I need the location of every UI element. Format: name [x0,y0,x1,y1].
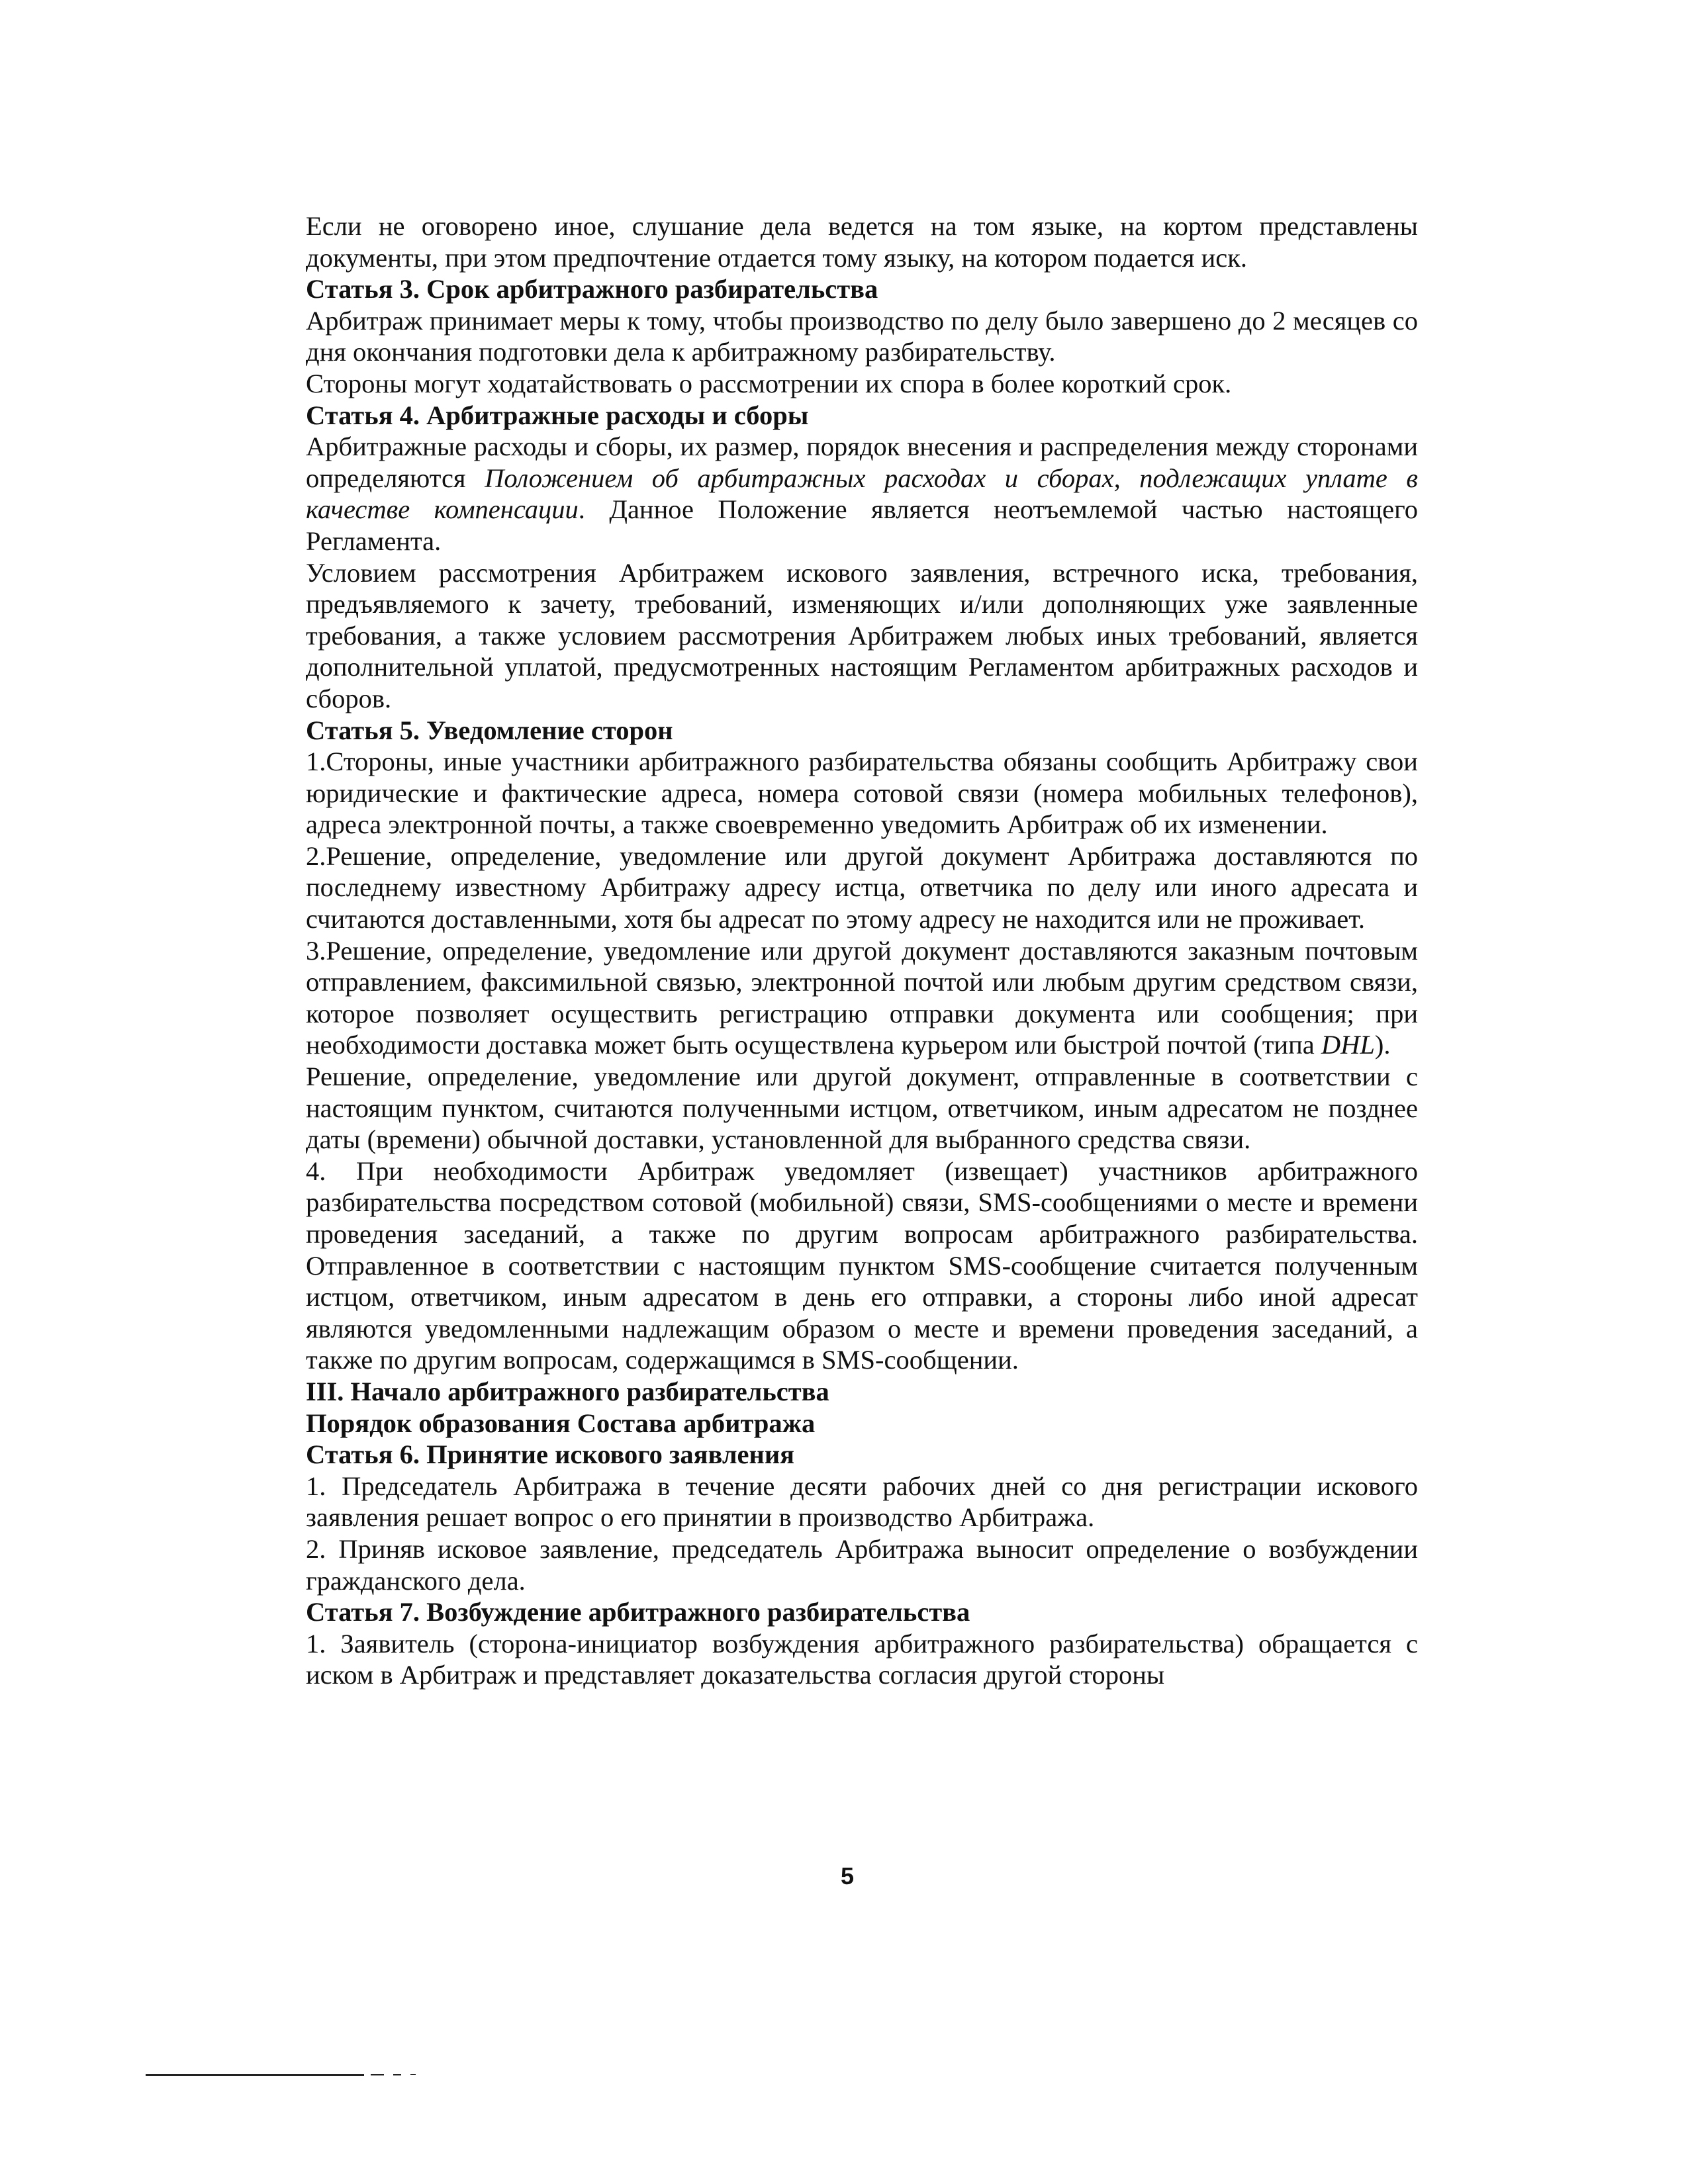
text-run: . Данное Положение является неотъемлемой частью настоящего Регламента. [306,494,1418,556]
paragraph: 2. Приняв исковое заявление, председатель Арбитража выносит определение о возбуждении гражданского дела. [306,1533,1418,1596]
page-number: 5 [840,1862,855,1889]
paragraph: Если не оговорено иное, слушание дела ведется на том языке, на кортом представлены документы, при этом предпочтение отдается тому языку, на котором подается иск. [306,211,1418,273]
footer-rule-dash [393,2074,401,2075]
text-run: 3.Решение, определение, уведомление или другой документ доставляются заказным почтовым отправлением, факсимильной связью, электронной почтой или любым другим средством связи, которое позволяет осуществить регистрацию отправки документа или сообщения; при необходимости доставка может быть осуществлена курьером или быстрой почтой (типа [306,935,1418,1060]
document-body [306,210,1418,1691]
paragraph: 1. Заявитель (сторона-инициатор возбуждения арбитражного разбирательства) обращается с иском в Арбитраж и представляет доказательства согласия другой стороны [306,1628,1418,1690]
section-heading: Статья 3. Срок арбитражного разбирательства [306,274,878,304]
paragraph: 4. При необходимости Арбитраж уведомляет (извещает) участников арбитражного разбирательства посредством сотовой (мобильной) связи, SMS-сообщениями о месте и времени проведения заседаний, а также по другим вопросам арбитражного разбирательства. Отправленное в соответствии с настоящим пунктом SMS-сообщение считается полученным истцом, ответчиком, иным адресатом в день его отправки, а стороны либо иной адресат являются уведомленными надлежащим образом о месте и времени проведения заседаний, а также по другим вопросам, содержащимся в SMS-сообщении. [306,1156,1418,1375]
paragraph: Условием рассмотрения Арбитражем искового заявления, встречного иска, требования, предъявляемого к зачету, требований, изменяющих и/или дополняющих уже заявленные требования, а также условием рассмотрения Арбитражем любых иных требований, является дополнительной уплатой, предусмотренных настоящим Регламентом арбитражных расходов и сборов. [306,557,1418,713]
section-heading: III. Начало арбитражного разбирательства [306,1376,829,1406]
footer-rule-dash [371,2074,384,2075]
section-heading: Статья 4. Арбитражные расходы и сборы [306,400,809,430]
paragraph: 2.Решение, определение, уведомление или другой документ Арбитража доставляются по последнему известному Арбитражу адресу истца, ответчика по делу или иного адресата и считаются доставленными, хотя бы адресат по этому адресу не находится или не проживает. [306,841,1418,934]
italic-text: Положением об арбитражных расходах и сборах, подлежащих уплате в качестве компенсации [306,463,1419,525]
paragraph: Решение, определение, уведомление или другой документ, отправленные в соответствии с настоящим пунктом, считаются полученными истцом, ответчиком, иным адресатом не позднее даты (времени) обычной доставки, установленной для выбранного средства связи. [306,1062,1418,1155]
section-heading: Статья 7. Возбуждение арбитражного разбирательства [306,1597,970,1627]
paragraph: Стороны могут ходатайствовать о рассмотрении их спора в более короткий срок. [306,368,1232,398]
paragraph: Арбитраж принимает меры к тому, чтобы производство по делу было завершено до 2 месяцев со дня окончания подготовки дела к арбитражному разбирательству. [306,305,1418,367]
footer-rule [146,2074,364,2076]
paragraph [306,431,1418,557]
text-run: ). [1374,1030,1391,1060]
section-heading: Статья 5. Уведомление сторон [306,715,673,745]
section-heading: Порядок образования Состава арбитража [306,1408,816,1438]
text-run: Арбитражные расходы и сборы, их размер, порядок внесения и распределения между сторонами определяются [306,432,1418,493]
italic-text: DHL [1321,1030,1375,1060]
paragraph: 1. Председатель Арбитража в течение десяти рабочих дней со дня регистрации искового заявления решает вопрос о его принятии в производство Арбитража. [306,1471,1418,1533]
paragraph: 1.Стороны, иные участники арбитражного разбирательства обязаны сообщить Арбитражу свои юридические и фактические адреса, номера сотовой связи (номера мобильных телефонов), адреса электронной почты, а также своевременно уведомить Арбитраж об их изменении. [306,747,1418,840]
section-heading: Статья 6. Принятие искового заявления [306,1439,795,1470]
footer-rule-dash [410,2074,416,2075]
paragraph [306,935,1418,1061]
